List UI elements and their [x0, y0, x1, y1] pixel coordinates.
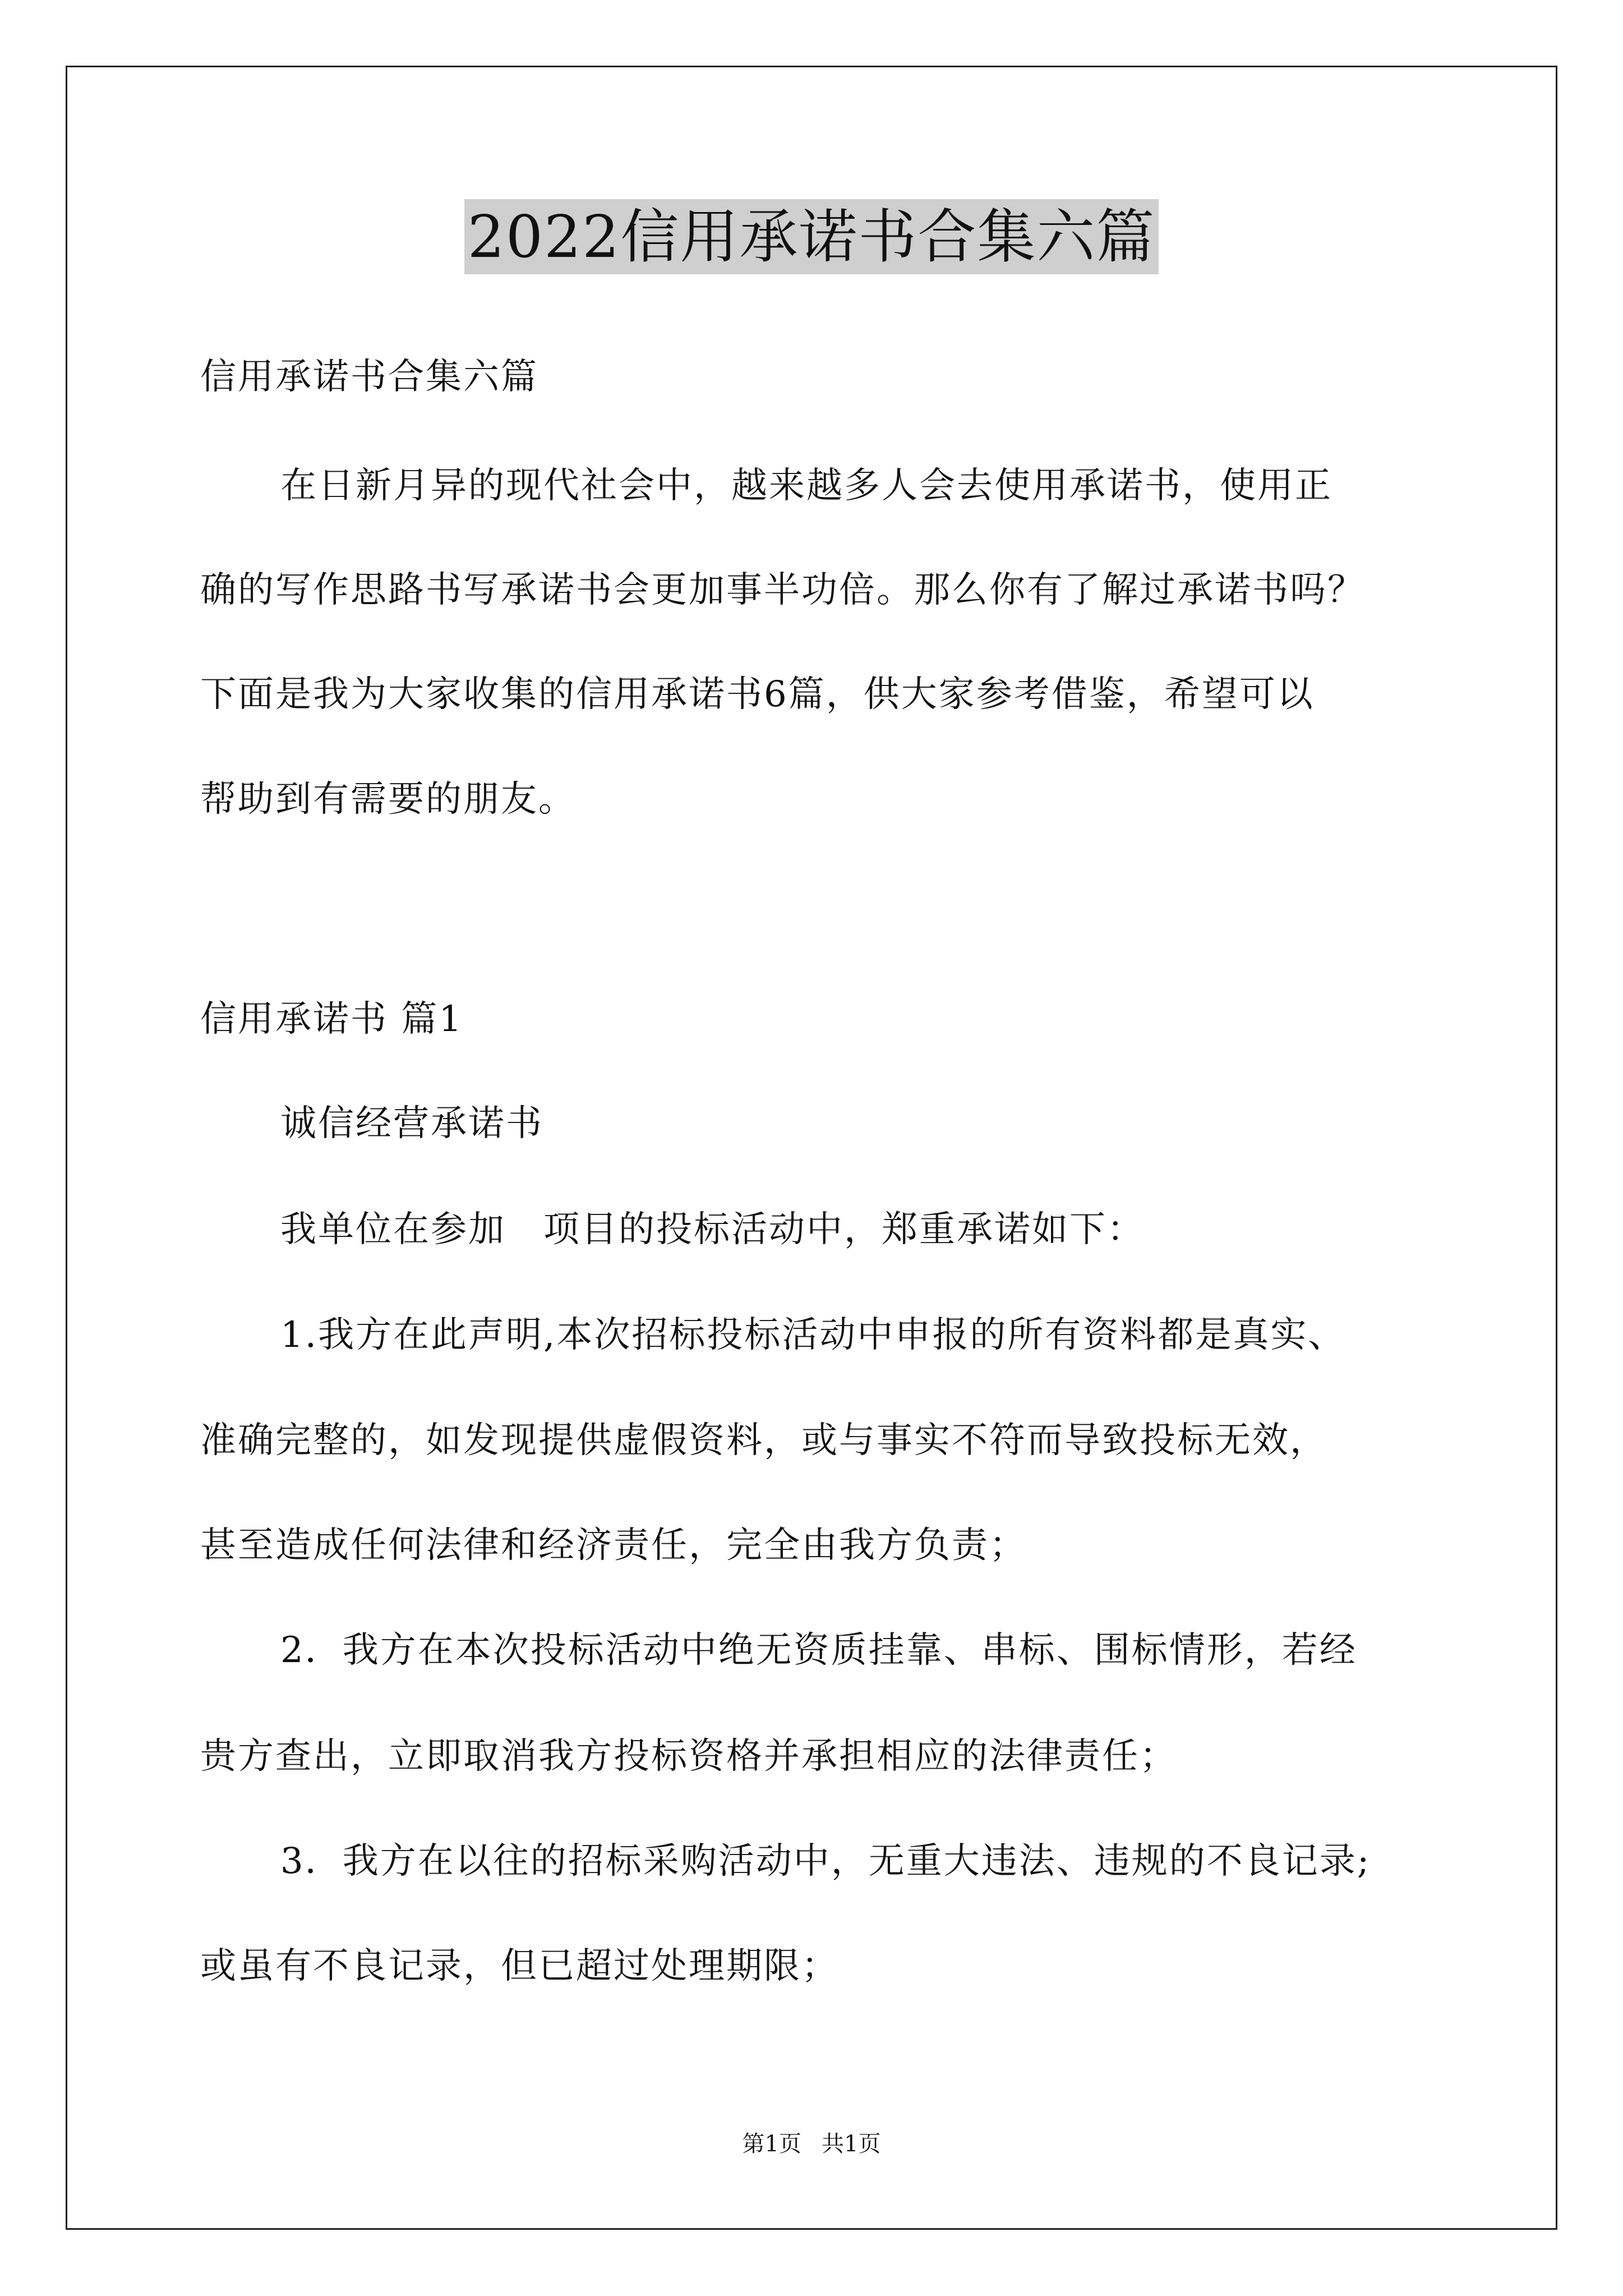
paragraph-line: 确的写作思路书写承诺书会更加事半功倍。那么你有了解过承诺书吗？ [200, 569, 1365, 611]
paragraph-line: 或虽有不良记录，但已超过处理期限； [200, 1945, 839, 1987]
subtitle-line: 信用承诺书合集六篇 [200, 356, 538, 398]
paragraph-line: 3．我方在以往的招标采购活动中，无重大违法、违规的不良记录; [280, 1841, 1371, 1882]
paragraph-line: 我单位在参加 项目的投标活动中，郑重承诺如下： [280, 1209, 1145, 1250]
section-heading: 信用承诺书 篇1 [200, 999, 464, 1040]
paragraph-line: 帮助到有需要的朋友。 [200, 779, 576, 820]
paragraph-line: 下面是我为大家收集的信用承诺书6篇，供大家参考借鉴，希望可以 [200, 674, 1315, 715]
paragraph-line: 2．我方在本次投标活动中绝无资质挂靠、串标、围标情形，若经 [280, 1630, 1357, 1671]
paragraph-line: 准确完整的，如发现提供虚假资料，或与事实不符而导致投标无效， [200, 1420, 1327, 1461]
paragraph-line: 贵方查出，立即取消我方投标资格并承担相应的法律责任； [200, 1736, 1177, 1777]
paragraph-line: 甚至造成任何法律和经济责任，完全由我方负责； [200, 1525, 1027, 1566]
document-title: 2022信用承诺书合集六篇 [464, 199, 1159, 274]
page-total: 共1页 [822, 2131, 881, 2157]
section-subheading: 诚信经营承诺书 [280, 1103, 543, 1144]
page-number: 第1页 [742, 2131, 801, 2157]
paragraph-line: 在日新月异的现代社会中，越来越多人会去使用承诺书，使用正 [280, 465, 1332, 507]
page-footer [0, 2130, 1623, 2158]
paragraph-line: 1.我方在此声明,本次招标投标活动中申报的所有资料都是真实、 [280, 1314, 1346, 1356]
title-container [0, 199, 1623, 274]
